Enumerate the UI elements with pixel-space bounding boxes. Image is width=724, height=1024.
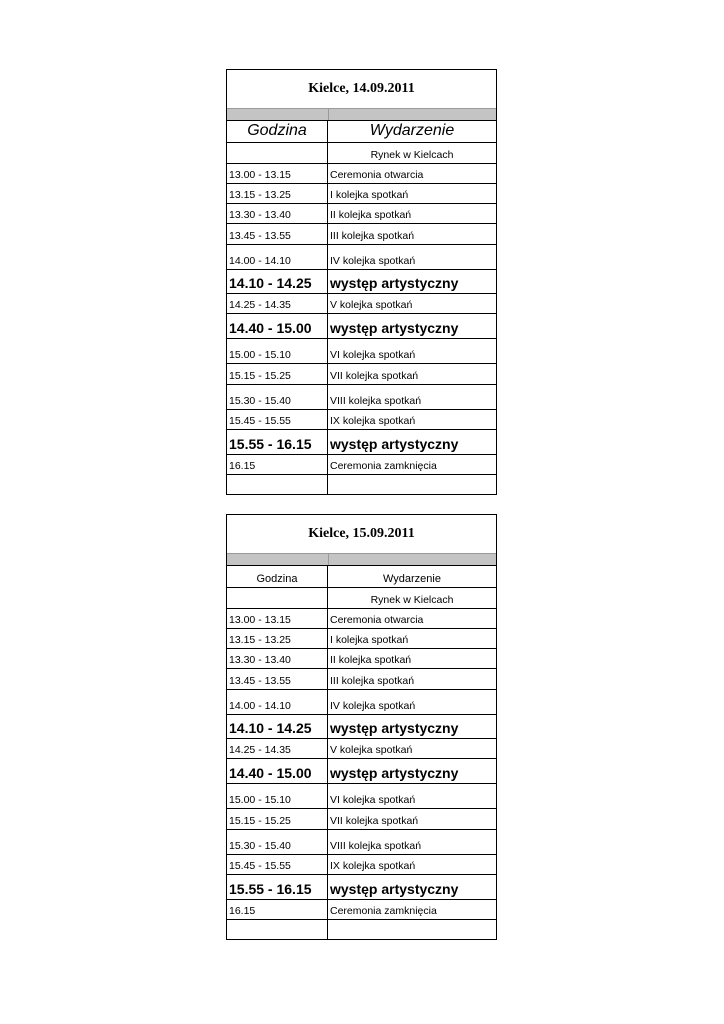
time-cell: 14.40 - 15.00	[227, 759, 328, 783]
time-cell: 15.45 - 15.55	[227, 855, 328, 874]
venue-row	[227, 142, 496, 163]
event-cell: występ artystyczny	[330, 320, 459, 336]
header-event: Wydarzenie	[369, 122, 455, 139]
event-cell: Ceremonia otwarcia	[330, 169, 424, 181]
table-row-highlight	[227, 269, 496, 293]
time-cell: 13.30 - 13.40	[227, 204, 328, 223]
event-cell: IX kolejka spotkań	[330, 415, 416, 427]
event-cell: IV kolejka spotkań	[330, 255, 416, 267]
table-row	[227, 668, 496, 689]
divider-bar	[227, 108, 496, 120]
table-row	[227, 829, 496, 854]
table-row	[227, 163, 496, 183]
table-row	[227, 608, 496, 628]
table-row	[227, 244, 496, 269]
time-cell: 13.00 - 13.15	[227, 609, 328, 628]
time-cell: 14.40 - 15.00	[227, 314, 328, 338]
table-row-highlight	[227, 714, 496, 738]
venue-label: Rynek w Kielcach	[370, 149, 454, 161]
time-cell: 13.00 - 13.15	[227, 164, 328, 183]
time-cell: 15.55 - 16.15	[227, 430, 328, 454]
schedule-table-2	[226, 514, 497, 940]
header-row	[227, 565, 496, 587]
schedule-table-1	[226, 69, 497, 495]
time-cell: 14.10 - 14.25	[227, 270, 328, 293]
event-cell: Ceremonia zamknięcia	[330, 905, 437, 917]
table-row	[227, 648, 496, 668]
time-cell: 15.45 - 15.55	[227, 410, 328, 429]
schedule-title: Kielce, 15.09.2011	[308, 526, 415, 541]
table-row	[227, 783, 496, 808]
table-row	[227, 363, 496, 384]
time-cell: 15.55 - 16.15	[227, 875, 328, 899]
event-cell: IX kolejka spotkań	[330, 860, 416, 872]
event-cell: VII kolejka spotkań	[330, 370, 419, 382]
event-cell	[328, 920, 496, 939]
time-cell: 14.10 - 14.25	[227, 715, 328, 738]
time-cell: 15.30 - 15.40	[227, 385, 328, 409]
event-cell: II kolejka spotkań	[330, 209, 412, 221]
venue-row	[227, 587, 496, 608]
time-cell: 15.00 - 15.10	[227, 784, 328, 808]
time-cell: 14.00 - 14.10	[227, 245, 328, 269]
table-row	[227, 808, 496, 829]
table-row	[227, 689, 496, 714]
time-cell	[227, 920, 328, 939]
table-row	[227, 293, 496, 313]
time-cell: 16.15	[227, 455, 328, 474]
event-cell: VIII kolejka spotkań	[330, 840, 422, 852]
time-cell: 13.45 - 13.55	[227, 669, 328, 689]
time-cell: 13.15 - 13.25	[227, 184, 328, 203]
table-row-empty	[227, 474, 496, 494]
time-cell: 13.30 - 13.40	[227, 649, 328, 668]
venue-time-cell	[227, 588, 328, 608]
event-cell: występ artystyczny	[330, 881, 459, 897]
header-event: Wydarzenie	[383, 573, 441, 585]
table-row	[227, 203, 496, 223]
time-cell: 15.30 - 15.40	[227, 830, 328, 854]
event-cell: VI kolejka spotkań	[330, 794, 416, 806]
event-cell: występ artystyczny	[330, 765, 459, 781]
time-cell: 15.15 - 15.25	[227, 364, 328, 384]
table-row	[227, 899, 496, 919]
event-cell: I kolejka spotkań	[330, 189, 409, 201]
event-cell: VII kolejka spotkań	[330, 815, 419, 827]
event-cell: Ceremonia otwarcia	[330, 614, 424, 626]
table-row	[227, 738, 496, 758]
event-cell: V kolejka spotkań	[330, 299, 413, 311]
header-time: Godzina	[227, 566, 328, 587]
table-row	[227, 409, 496, 429]
event-cell: II kolejka spotkań	[330, 654, 412, 666]
event-cell: VI kolejka spotkań	[330, 349, 416, 361]
time-cell: 14.00 - 14.10	[227, 690, 328, 714]
table-row-highlight	[227, 429, 496, 454]
time-cell	[227, 475, 328, 494]
table-row	[227, 338, 496, 363]
time-cell: 13.15 - 13.25	[227, 629, 328, 648]
event-cell: V kolejka spotkań	[330, 744, 413, 756]
table-row-highlight	[227, 758, 496, 783]
header-time: Godzina	[227, 121, 328, 142]
event-cell: Ceremonia zamknięcia	[330, 460, 437, 472]
event-cell: występ artystyczny	[330, 720, 459, 736]
table-row-highlight	[227, 313, 496, 338]
table-row	[227, 628, 496, 648]
table-row	[227, 223, 496, 244]
schedule-title: Kielce, 14.09.2011	[308, 81, 415, 96]
table-row	[227, 854, 496, 874]
table-row	[227, 384, 496, 409]
event-cell: występ artystyczny	[330, 275, 459, 291]
table-row	[227, 183, 496, 203]
venue-label: Rynek w Kielcach	[370, 594, 454, 606]
divider-bar	[227, 553, 496, 565]
time-cell: 13.45 - 13.55	[227, 224, 328, 244]
event-cell: III kolejka spotkań	[330, 230, 415, 242]
event-cell: III kolejka spotkań	[330, 675, 415, 687]
time-cell: 14.25 - 14.35	[227, 294, 328, 313]
venue-time-cell	[227, 143, 328, 163]
event-cell	[328, 475, 496, 494]
table-row	[227, 454, 496, 474]
time-cell: 15.15 - 15.25	[227, 809, 328, 829]
time-cell: 14.25 - 14.35	[227, 739, 328, 758]
time-cell: 15.00 - 15.10	[227, 339, 328, 363]
table-row-empty	[227, 919, 496, 939]
time-cell: 16.15	[227, 900, 328, 919]
table-row-highlight	[227, 874, 496, 899]
event-cell: VIII kolejka spotkań	[330, 395, 422, 407]
event-cell: występ artystyczny	[330, 436, 459, 452]
event-cell: IV kolejka spotkań	[330, 700, 416, 712]
event-cell: I kolejka spotkań	[330, 634, 409, 646]
header-row	[227, 120, 496, 142]
